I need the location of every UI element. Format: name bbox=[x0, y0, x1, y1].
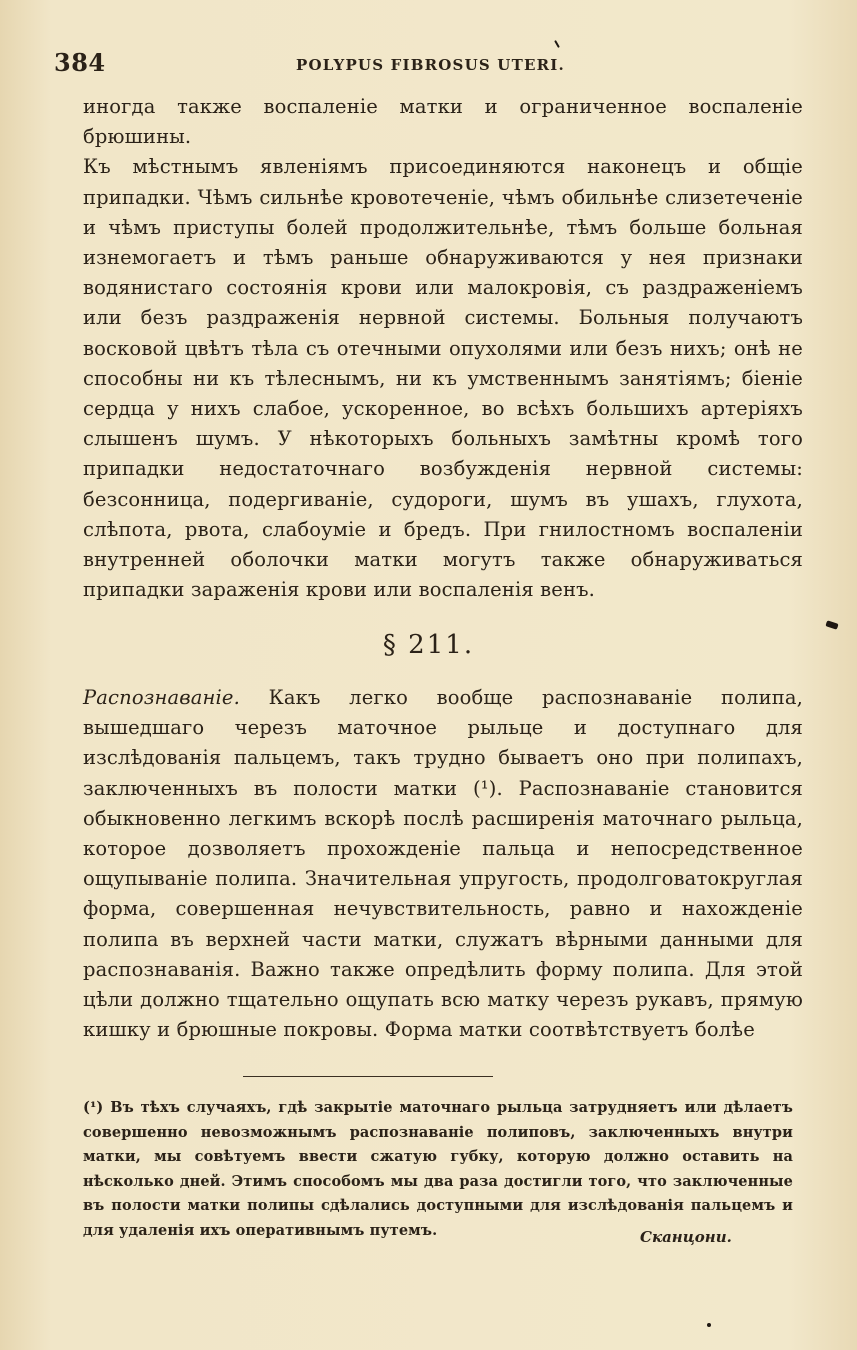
paragraph-body: Какъ легко вообще распознаваніе полипа, вышедшаго черезъ маточное рыльце и доступнаго для изслѣдованія пальцемъ, такъ трудно бываетъ оно при полипахъ, заключенныхъ въ полости матки (¹). Распознаваніе становится обыкновенно легкимъ вскорѣ послѣ расширенія маточнаго рыльца, которое дозволяетъ прохожденіе пальца и непосредственное ощупываніе полипа. Значительная упругость, продолговатокруглая форма, совершенная нечувствительность, равно и нахожденіе полипа въ верхней части матки, служатъ вѣрными данными для распознаванія. Важно также опредѣлить форму полипа. Для этой цѣли должно тщательно ощупать всю матку черезъ рукавъ, прямую кишку и брюшные покровы. Форма матки соотвѣтствуетъ болѣе bbox=[83, 686, 803, 1042]
ink-speck bbox=[707, 1323, 711, 1327]
section-heading: § 211. bbox=[382, 630, 475, 660]
ink-speck bbox=[825, 620, 838, 629]
paragraph-continued: иногда также воспаленіе матки и ограниченное воспаленіе брюшины. bbox=[83, 95, 803, 149]
section-text bbox=[83, 683, 803, 1045]
footnote bbox=[83, 1096, 793, 1243]
footnote-text: (¹) Въ тѣхъ случаяхъ, гдѣ закрытіе маточнаго рыльца затрудняетъ или дѣлаетъ совершенно невозможнымъ распознаваніе полиповъ, заключенныхъ внутри матки, мы совѣтуемъ ввести сжатую губку, которую должно оставить на нѣсколько дней. Этимъ способомъ мы два раза достигли того, что заключенные въ полости матки полипы сдѣлались доступными для изслѣдованія пальцемъ и для удаленія ихъ оперативнымъ путемъ. bbox=[83, 1099, 793, 1239]
ink-speck bbox=[554, 40, 560, 48]
paragraph-general-symptoms: Къ мѣстнымъ явленіямъ присоединяются наконецъ и общіе припадки. Чѣмъ сильнѣе кровотеченіе, чѣмъ обильнѣе слизетеченіе и чѣмъ приступы болей продолжительнѣе, тѣмъ больше больная изнемогаетъ и тѣмъ раньше обнаруживаются у нея признаки водянистаго состоянія крови или малокровія, съ раздраженіемъ или безъ раздраженія нервной системы. Больныя получаютъ восковой цвѣтъ тѣла съ отечными опухолями или безъ нихъ; онѣ не способны ни къ тѣлеснымъ, ни къ умственнымъ занятіямъ; біеніе сердца у нихъ слабое, ускоренное, во всѣхъ большихъ артеріяхъ слышенъ шумъ. У нѣкоторыхъ больныхъ замѣтны кромѣ того припадки недостаточнаго возбужденія нервной системы: безсонница, подергиваніе, судороги, шумъ въ ушахъ, глухота, слѣпота, рвота, слабоуміе и бредъ. При гнилостномъ воспаленіи внутренней оболочки матки могутъ также обнаруживаться припадки зараженія крови или воспаленія венъ. bbox=[83, 155, 803, 602]
running-title: POLYPUS FIBROSUS UTERI. bbox=[296, 56, 565, 74]
main-text bbox=[83, 92, 803, 605]
footnote-divider bbox=[243, 1076, 493, 1077]
page-number: 384 bbox=[54, 48, 106, 77]
footnote-signature: Сканцони. bbox=[640, 1228, 732, 1246]
paragraph-lead: Распознаваніе. bbox=[83, 686, 240, 709]
paragraph-diagnosis bbox=[83, 683, 803, 1045]
page-header bbox=[54, 48, 824, 84]
